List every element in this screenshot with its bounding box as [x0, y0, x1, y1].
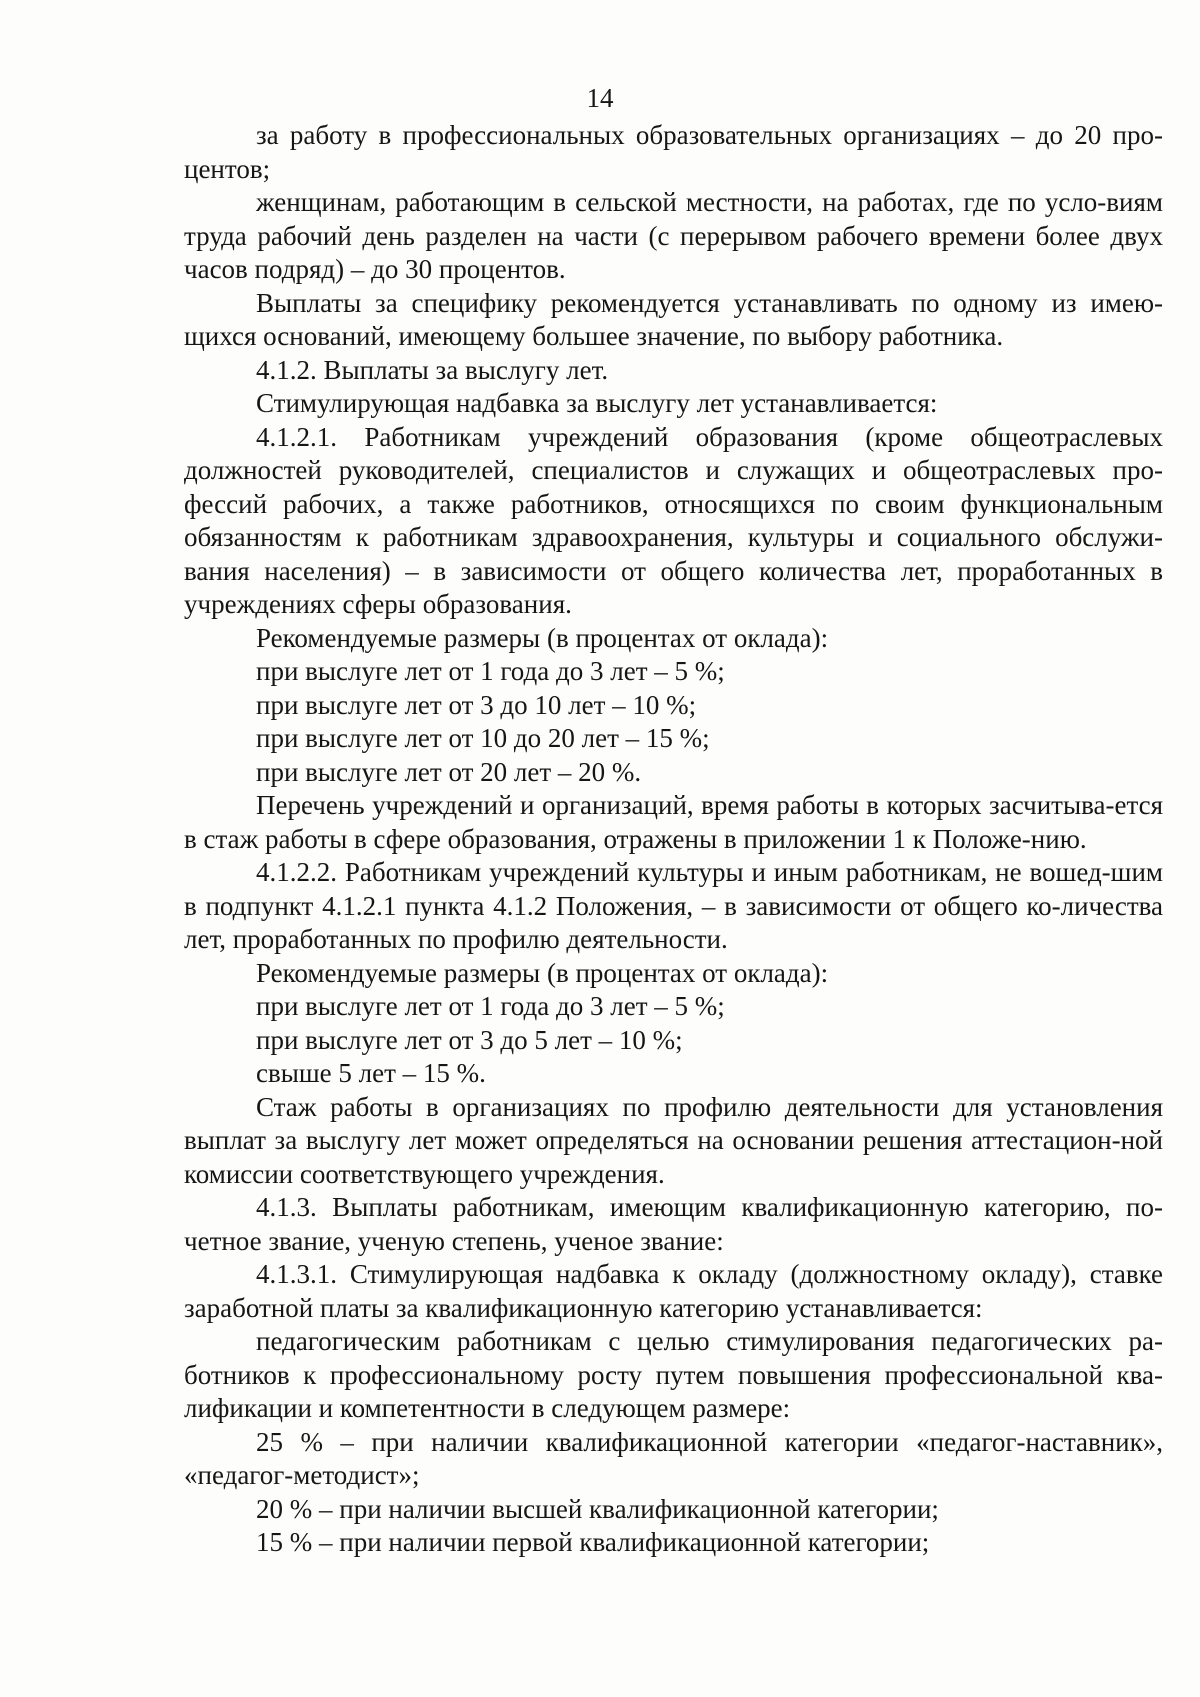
list-item: при выслуге лет от 10 до 20 лет – 15 %;	[256, 723, 710, 753]
paragraph: 4.1.2.2. Работникам учреждений культуры и иным работникам, не вошед-шим в подпункт 4.1.2.1 пункта 4.1.2 Положения, – в зависимости от общего ко-личества лет, проработанных по профилю деятельности.	[184, 857, 1163, 954]
paragraph: педагогическим работникам с целью стимулирования педагогических ра-ботников к профессиональному росту путем повышения профессиональной ква-лификации и компетентности в следующем размере:	[184, 1326, 1163, 1423]
paragraph: 4.1.3.1. Стимулирующая надбавка к окладу (должностному окладу), ставке заработной платы за квалификационную категорию устанавливается:	[184, 1259, 1163, 1323]
paragraph: Перечень учреждений и организаций, время работы в которых засчитыва-ется в стаж работы в сфере образования, отражены в приложении 1 к Положе-нию.	[184, 790, 1163, 854]
paragraph: Рекомендуемые размеры (в процентах от оклада):	[256, 957, 829, 988]
page-body	[184, 119, 1163, 1560]
page-number: 14	[586, 83, 614, 113]
paragraph: за работу в профессиональных образовательных организациях – до 20 про-центов;	[184, 120, 1163, 184]
section-heading: 4.1.3. Выплаты работникам, имеющим квалификационную категорию, по-четное звание, ученую степень, ученое звание:	[184, 1192, 1163, 1256]
list-item: 25 % – при наличии квалификационной категории «педагог-наставник», «педагог-методист»;	[184, 1426, 1163, 1490]
paragraph: Стимулирующая надбавка за выслугу лет устанавливается:	[256, 388, 938, 418]
list-item: 15 % – при наличии первой квалификационной категории;	[256, 1527, 930, 1557]
list-item: при выслуге лет от 3 до 5 лет – 10 %;	[256, 1024, 683, 1055]
paragraph: Рекомендуемые размеры (в процентах от оклада):	[256, 622, 829, 653]
paragraph: Стаж работы в организациях по профилю деятельности для установления выплат за выслугу лет может определяться на основании решения аттестацион-ной комиссии соответствующего учреждения.	[184, 1091, 1163, 1189]
list-item: 20 % – при наличии высшей квалификационной категории;	[256, 1493, 939, 1524]
paragraph: 4.1.2.1. Работникам учреждений образования (кроме общеотраслевых должностей руководителей, специалистов и служащих и общеотраслевых про-фессий рабочих, а также работников, относящихся по своим функциональным обязанностям к работникам здравоохранения, культуры и социального обслужи-вания населения) – в зависимости от общего количества лет, проработанных в учреждениях сферы образования.	[184, 421, 1163, 619]
list-item: свыше 5 лет – 15 %.	[256, 1058, 486, 1088]
list-item: при выслуге лет от 1 года до 3 лет – 5 %;	[256, 991, 725, 1021]
list-item: при выслуге лет от 1 года до 3 лет – 5 %;	[256, 656, 725, 686]
section-heading: 4.1.2. Выплаты за выслугу лет.	[256, 354, 609, 385]
list-item: при выслуге лет от 20 лет – 20 %.	[256, 756, 642, 787]
list-item: при выслуге лет от 3 до 10 лет – 10 %;	[256, 689, 697, 720]
paragraph: Выплаты за специфику рекомендуется устанавливать по одному из имею-щихся оснований, имеющему большее значение, по выбору работника.	[184, 287, 1163, 351]
paragraph: женщинам, работающим в сельской местности, на работах, где по усло-виям труда рабочий день разделен на части (с перерывом рабочего времени более двух часов подряд) – до 30 процентов.	[184, 187, 1163, 284]
